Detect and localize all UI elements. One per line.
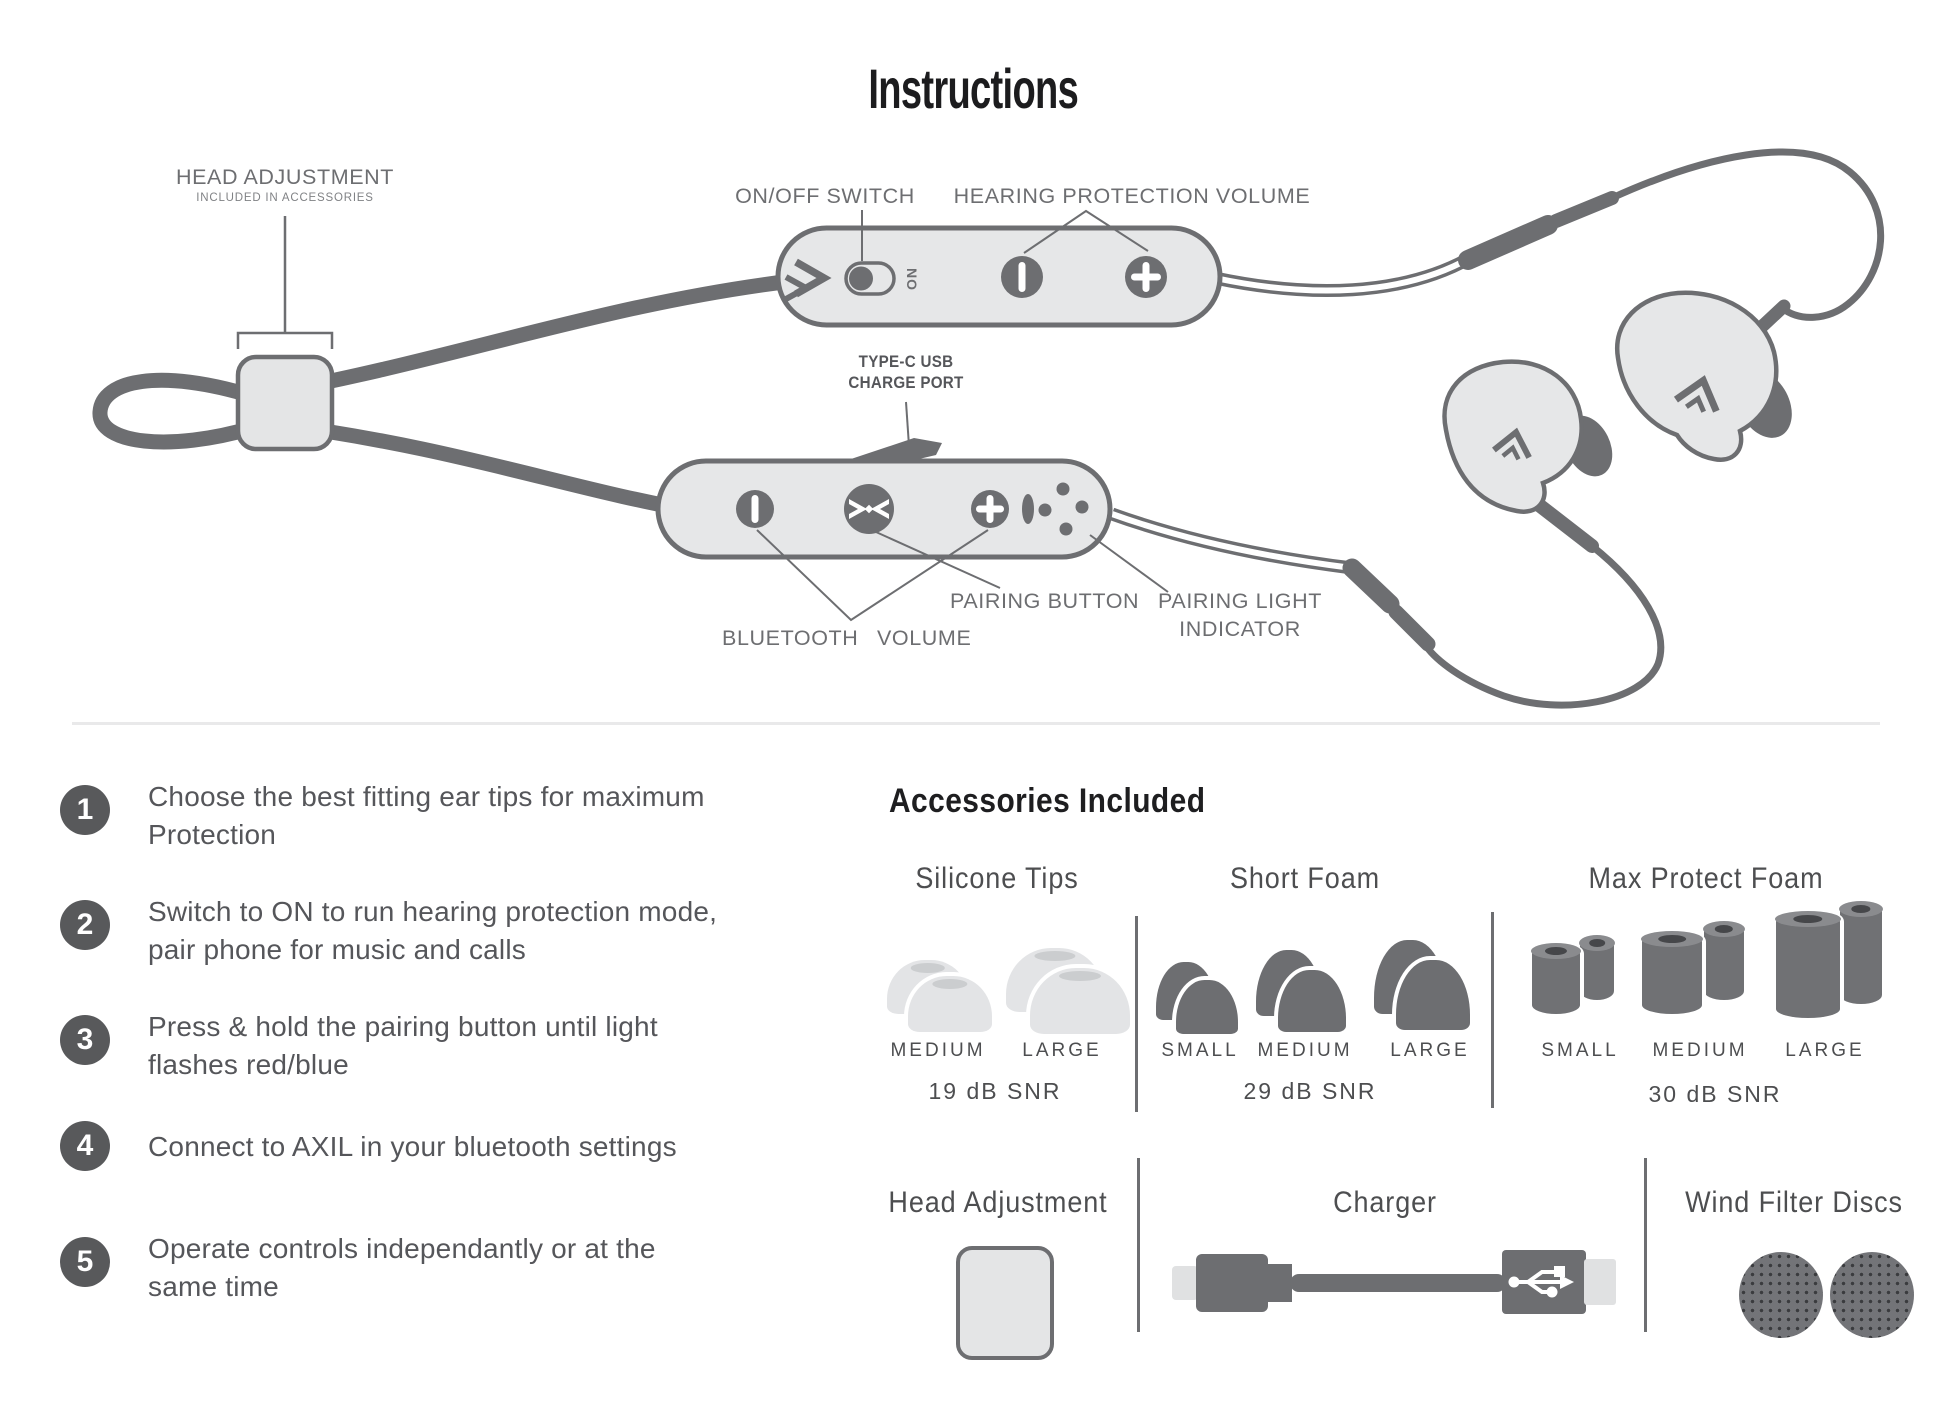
label-type-c-charge-port: [848, 352, 963, 394]
cable-sleeve: [1352, 568, 1390, 604]
lower-loop-cable: [1426, 546, 1661, 705]
pairing-button-icon: [844, 484, 894, 534]
lower-cord: [276, 424, 700, 512]
tips-divider: [1135, 916, 1138, 1112]
control-pod-bottom: [658, 461, 1110, 557]
size-label: MEDIUM: [1652, 1040, 1748, 1061]
usb-c-tip: [1172, 1266, 1198, 1300]
upper-cord: [276, 280, 800, 392]
step-4-text: [148, 1128, 677, 1166]
max-foam-medium-graphic: [1704, 928, 1744, 1000]
usb-a-tip: [1584, 1259, 1616, 1305]
cable-sleeve: [1396, 612, 1428, 644]
step-2-badge: 2: [60, 900, 110, 950]
size-label: LARGE: [1022, 1040, 1102, 1061]
step-5-line-1: Operate controls independantly or at the: [148, 1233, 656, 1264]
step-1-badge: 1: [60, 785, 110, 835]
usb-a-plug: [1502, 1250, 1586, 1314]
type-c-line2: CHARGE PORT: [848, 374, 964, 392]
page-title: Instructions: [868, 57, 1078, 120]
charger-cable: [1290, 1274, 1506, 1292]
usb-icon: [1502, 1250, 1586, 1314]
toggle-on-label: ON: [903, 267, 920, 290]
item-title-head-adjustment: Head Adjustment: [888, 1186, 1108, 1219]
items-divider: [1137, 1158, 1140, 1332]
earbud-body: [1617, 293, 1776, 460]
size-label: MEDIUM: [1257, 1040, 1353, 1061]
label-pairing-light: PAIRING LIGHT: [1158, 589, 1322, 613]
bt-volume-up-icon: [971, 490, 1009, 528]
usb-c-plug: [1196, 1254, 1268, 1312]
usb-c-neck: [1266, 1264, 1292, 1302]
step-3-line-1: Press & hold the pairing button until light: [148, 1011, 658, 1042]
step-2-line-1: Switch to ON to run hearing protection mode,: [148, 896, 718, 927]
section-divider: [72, 722, 1880, 725]
step-5-text: [148, 1230, 656, 1306]
ear-hook-cable: [1612, 152, 1881, 317]
head-adjustment-text: HEAD ADJUSTMENT: [175, 165, 395, 189]
group-title-silicone-tips: Silicone Tips: [915, 862, 1079, 895]
label-bluetooth-volume: BLUETOOTH VOLUME: [722, 626, 972, 650]
step-1-line-1: Choose the best fitting ear tips for maximum: [148, 781, 705, 812]
step-3-text: [148, 1008, 658, 1084]
step-2-line-2: pair phone for music and calls: [148, 934, 526, 965]
snr-label-max-foam: 30 dB SNR: [1648, 1081, 1782, 1107]
max-foam-large-graphic: [1776, 918, 1840, 1018]
max-foam-large-graphic: [1840, 908, 1882, 1004]
step-5-line-2: same time: [148, 1271, 279, 1302]
tips-divider: [1491, 912, 1494, 1108]
lanyard-loop: [100, 380, 252, 442]
earbud-left: [1445, 362, 1622, 512]
snr-label-short-foam: 29 dB SNR: [1243, 1078, 1377, 1104]
item-title-wind-filter-discs: Wind Filter Discs: [1685, 1186, 1903, 1219]
hp-volume-down-icon: [1001, 256, 1043, 298]
accessories-heading: Accessories Included: [889, 782, 1206, 820]
step-3-line-2: flashes red/blue: [148, 1049, 349, 1080]
step-4-line-1: Connect to AXIL in your bluetooth settings: [148, 1131, 677, 1162]
label-hearing-protection-volume: HEARING PROTECTION VOLUME: [953, 184, 1311, 208]
head-adjustment-subtext: INCLUDED IN ACCESSORIES: [196, 192, 374, 204]
step-2-text: [148, 893, 717, 969]
item-title-charger: Charger: [1333, 1186, 1437, 1219]
step-5-badge: 5: [60, 1237, 110, 1287]
group-title-max-protect-foam: Max Protect Foam: [1588, 862, 1824, 895]
step-4-badge: 4: [60, 1121, 110, 1171]
wind-filter-disc-graphic: [1739, 1252, 1823, 1338]
max-foam-medium-graphic: [1642, 938, 1702, 1014]
label-indicator: INDICATOR: [1179, 617, 1301, 641]
type-c-line1: TYPE-C USB: [858, 353, 954, 371]
cable-sleeve: [1556, 198, 1612, 221]
max-foam-small-graphic: [1580, 942, 1614, 1000]
control-pod-top: [778, 228, 1220, 325]
size-label: SMALL: [1161, 1040, 1239, 1061]
head-adjustment-slider: [238, 357, 332, 449]
group-title-short-foam: Short Foam: [1229, 862, 1381, 895]
head-adjustment-graphic: [956, 1246, 1054, 1360]
label-head-adjustment: [176, 165, 394, 204]
size-label: LARGE: [1390, 1040, 1470, 1061]
size-label: LARGE: [1785, 1040, 1865, 1061]
hp-volume-up-icon: [1125, 256, 1167, 298]
step-1-text: [148, 778, 705, 854]
label-on-off-switch: ON/OFF SWITCH: [735, 184, 915, 208]
pairing-light-led-icon: [1022, 494, 1034, 524]
items-divider: [1644, 1158, 1647, 1332]
wind-filter-disc-graphic: [1830, 1252, 1914, 1338]
bt-volume-down-icon: [736, 490, 774, 528]
label-pairing-button: PAIRING BUTTON: [950, 589, 1140, 613]
head-adjustment-bracket: [238, 333, 332, 349]
snr-label-silicone: 19 dB SNR: [928, 1078, 1062, 1104]
step-3-badge: 3: [60, 1015, 110, 1065]
step-1-line-2: Protection: [148, 819, 277, 850]
size-label: MEDIUM: [890, 1040, 986, 1061]
power-toggle-icon: [846, 263, 920, 294]
size-label: SMALL: [1541, 1040, 1619, 1061]
max-foam-small-graphic: [1532, 950, 1580, 1014]
cable-sleeve: [1468, 225, 1548, 260]
